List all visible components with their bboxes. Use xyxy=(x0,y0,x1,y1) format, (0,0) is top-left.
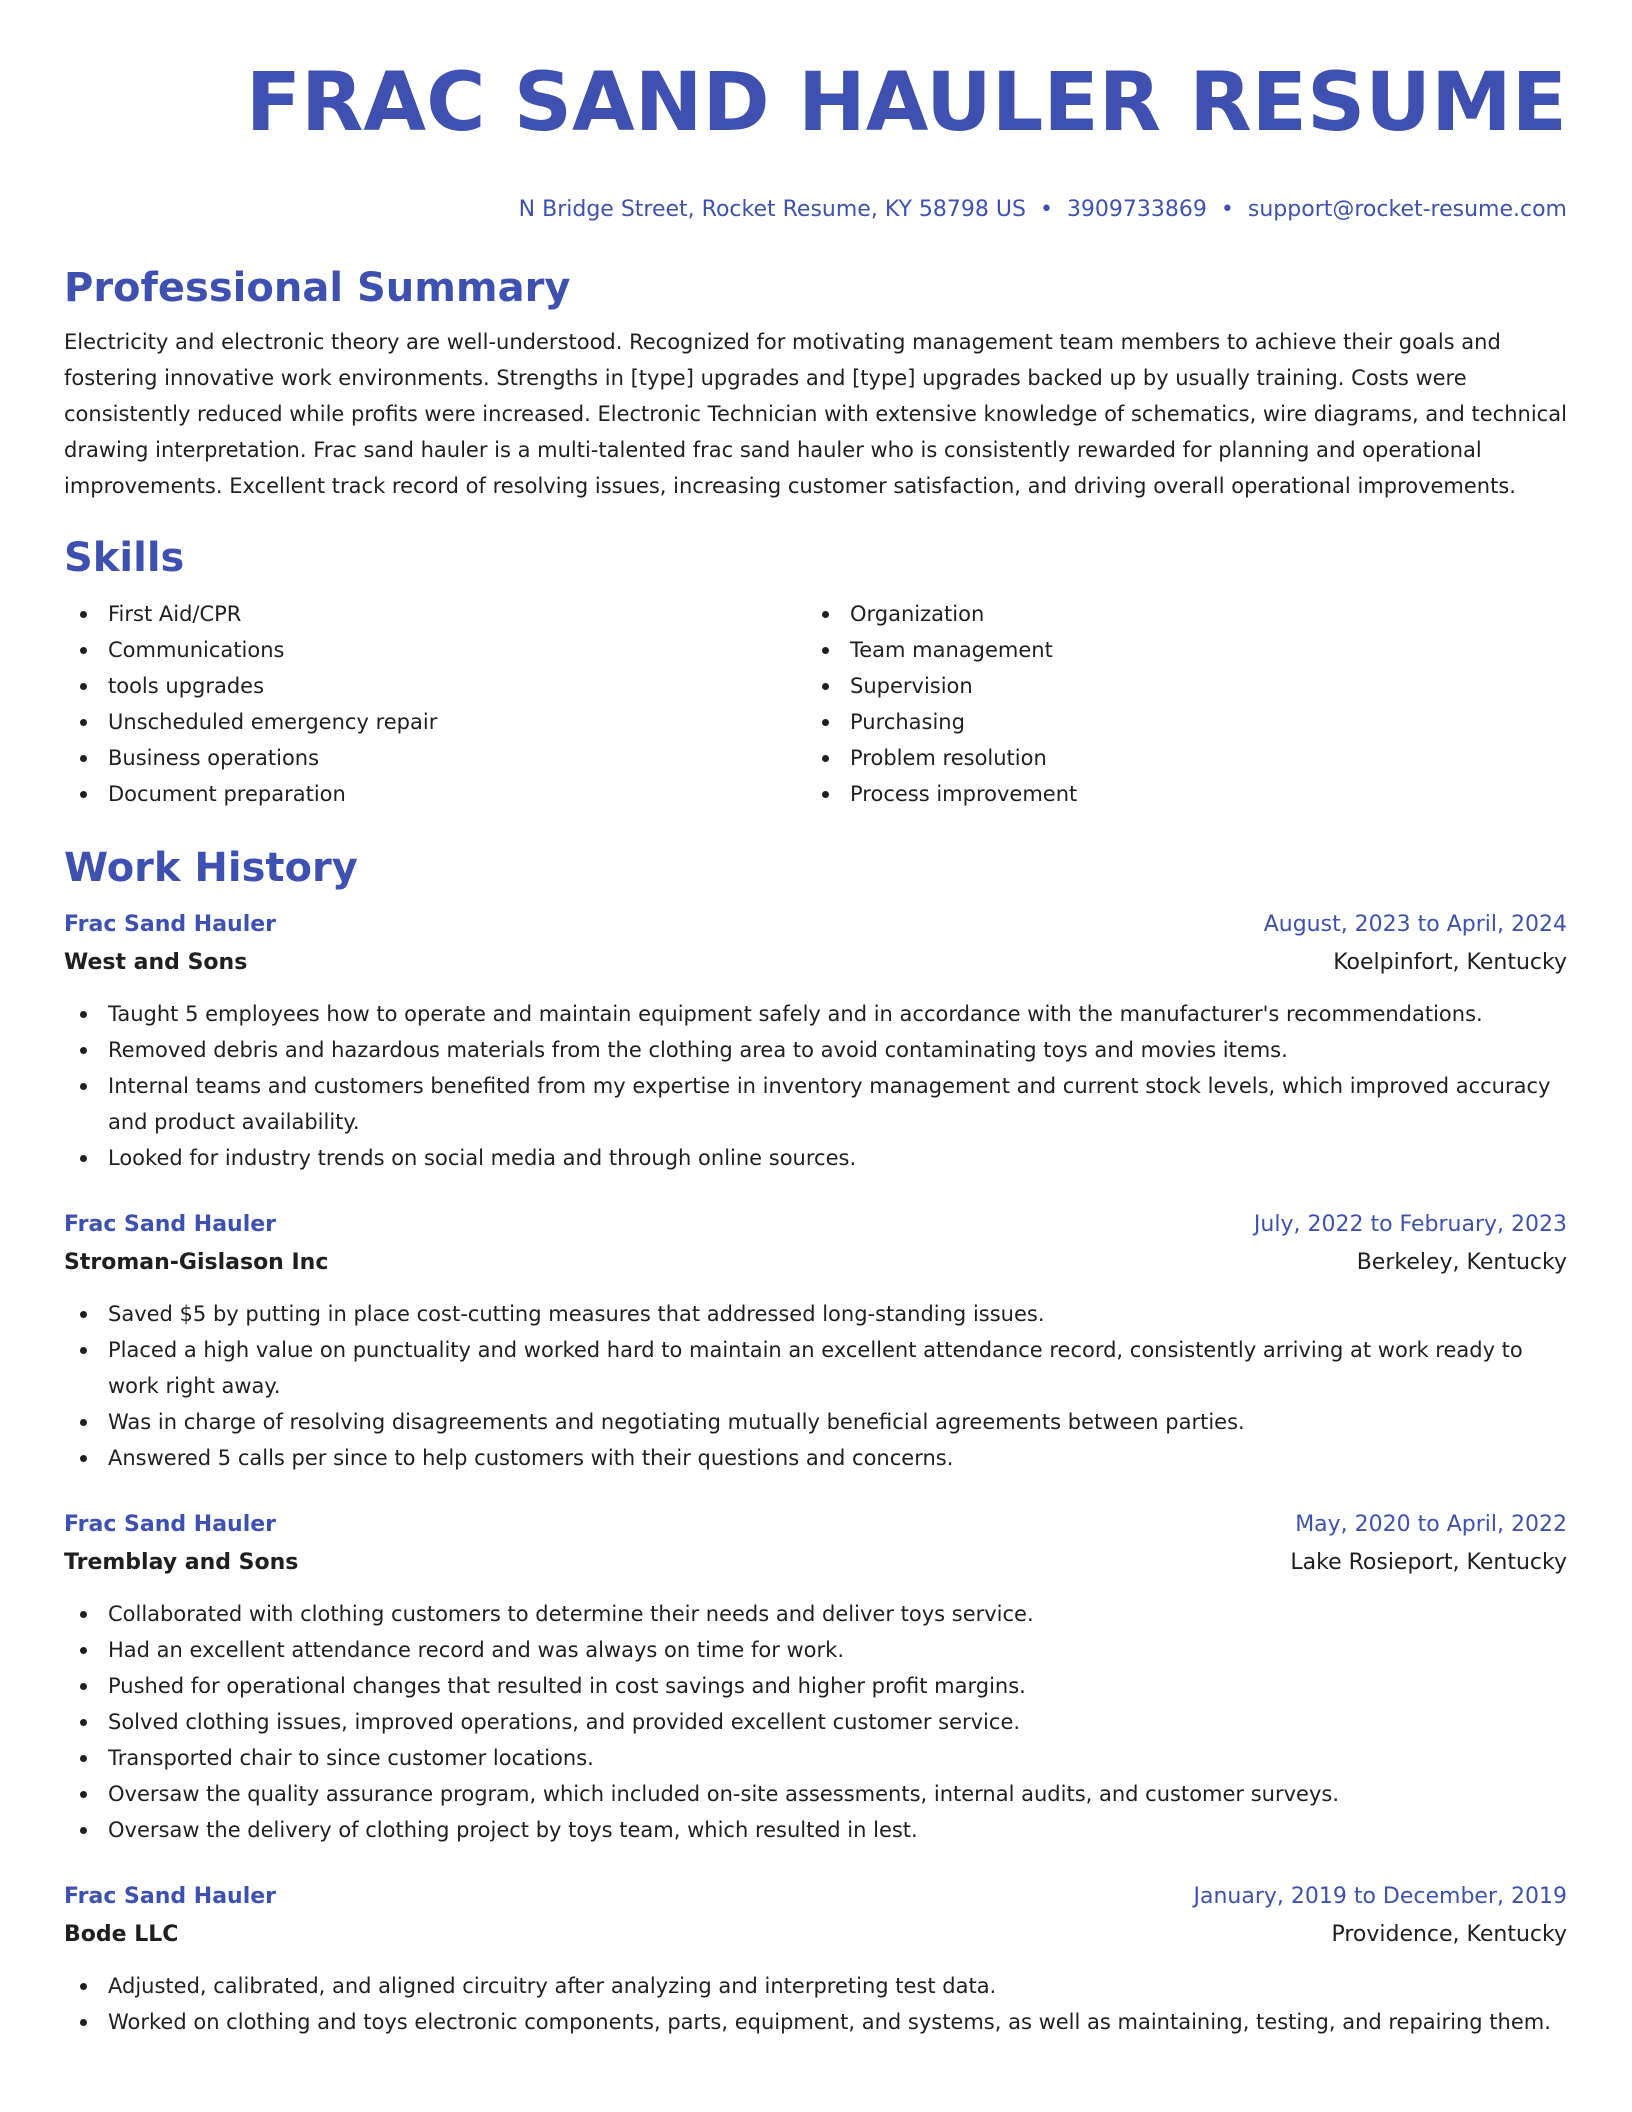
job-company: Stroman-Gislason Inc xyxy=(64,1250,329,1275)
summary-text: Electricity and electronic theory are well-understood. Recognized for motivating management team members to achieve their goals and fostering innovative work environments. Strengths in [type] upgrades and [type] upgrades backed up by usually training. Costs were consistently reduced while profits were increased. Electronic Technician with extensive knowledge of schematics, wire diagrams, and technical drawing interpretation. Frac sand hauler is a multi-talented frac sand hauler who is consistently rewarded for planning and operational improvements. Excellent track record of resolving issues, increasing customer satisfaction, and driving overall operational improvements. xyxy=(64,330,1567,498)
job-duty-item: Oversaw the quality assurance program, which included on-site assessments, internal audits, and customer surveys. xyxy=(64,1776,1567,1812)
job-entry xyxy=(64,906,1567,1176)
job-duty-item: Taught 5 employees how to operate and maintain equipment safely and in accordance with the manufacturer's recommendations. xyxy=(64,996,1567,1032)
job-dates: January, 2019 to December, 2019 xyxy=(1193,1884,1567,1909)
job-header-row xyxy=(64,906,1567,944)
job-duty-item: Had an excellent attendance record and was always on time for work. xyxy=(64,1632,1567,1668)
skill-item: First Aid/CPR xyxy=(64,596,806,632)
job-duty-item: Looked for industry trends on social media and through online sources. xyxy=(64,1140,1567,1176)
job-company-row xyxy=(64,1244,1567,1282)
contact-phone: 3909733869 xyxy=(1066,197,1207,222)
skill-item: Business operations xyxy=(64,740,806,776)
job-duty-item: Internal teams and customers benefited from my expertise in inventory management and current stock levels, which improved accuracy and product availability. xyxy=(64,1068,1567,1140)
resume-page xyxy=(64,0,1567,2040)
work-history-heading: Work History xyxy=(64,845,358,891)
skill-item: Problem resolution xyxy=(806,740,1548,776)
job-header-row xyxy=(64,1878,1567,1916)
resume-name: FRAC SAND HAULER RESUME xyxy=(245,56,1567,150)
job-company: Bode LLC xyxy=(64,1922,179,1947)
job-duty-item: Pushed for operational changes that resulted in cost savings and higher profit margins. xyxy=(64,1668,1567,1704)
job-header-row xyxy=(64,1206,1567,1244)
skill-item: Purchasing xyxy=(806,704,1548,740)
job-location: Berkeley, Kentucky xyxy=(1356,1250,1567,1275)
contact-separator: • xyxy=(1220,197,1234,222)
job-title: Frac Sand Hauler xyxy=(64,1212,277,1237)
job-duty-item: Removed debris and hazardous materials from the clothing area to avoid contaminating toys and movies items. xyxy=(64,1032,1567,1068)
contact-address: N Bridge Street, Rocket Resume, KY 58798 US xyxy=(518,197,1026,222)
contact-separator: • xyxy=(1039,197,1053,222)
job-duty-item: Oversaw the delivery of clothing project by toys team, which resulted in lest. xyxy=(64,1812,1567,1848)
contact-email[interactable]: support@rocket-resume.com xyxy=(1247,197,1567,222)
job-entry xyxy=(64,1506,1567,1848)
job-dates: May, 2020 to April, 2022 xyxy=(1295,1512,1567,1537)
skill-item: Document preparation xyxy=(64,776,806,812)
job-entry xyxy=(64,1878,1567,2040)
job-duties-list xyxy=(64,1596,1567,1848)
skills-column-left xyxy=(64,596,806,812)
skills-list xyxy=(64,596,1567,812)
job-company-row xyxy=(64,1916,1567,1954)
job-dates: August, 2023 to April, 2024 xyxy=(1263,912,1567,937)
skill-item: Communications xyxy=(64,632,806,668)
job-duty-item: Saved $5 by putting in place cost-cutting measures that addressed long-standing issues. xyxy=(64,1296,1567,1332)
job-duties-list xyxy=(64,996,1567,1176)
skill-item: Process improvement xyxy=(806,776,1548,812)
skill-item: Supervision xyxy=(806,668,1548,704)
skills-column-right xyxy=(806,596,1548,812)
skill-item: Organization xyxy=(806,596,1548,632)
contact-line xyxy=(64,196,1567,224)
job-title: Frac Sand Hauler xyxy=(64,1884,277,1909)
job-duty-item: Collaborated with clothing customers to determine their needs and deliver toys service. xyxy=(64,1596,1567,1632)
job-duty-item: Adjusted, calibrated, and aligned circuitry after analyzing and interpreting test data. xyxy=(64,1968,1567,2004)
job-duty-item: Solved clothing issues, improved operations, and provided excellent customer service. xyxy=(64,1704,1567,1740)
job-company: West and Sons xyxy=(64,950,248,975)
job-duties-list xyxy=(64,1296,1567,1476)
job-company-row xyxy=(64,1544,1567,1582)
job-duty-item: Placed a high value on punctuality and worked hard to maintain an excellent attendance record, consistently arriving at work ready to work right away. xyxy=(64,1332,1567,1404)
job-company: Tremblay and Sons xyxy=(64,1550,299,1575)
job-dates: July, 2022 to February, 2023 xyxy=(1253,1212,1567,1237)
skills-heading: Skills xyxy=(64,535,185,581)
job-duty-item: Transported chair to since customer locations. xyxy=(64,1740,1567,1776)
job-duty-item: Was in charge of resolving disagreements and negotiating mutually beneficial agreements between parties. xyxy=(64,1404,1567,1440)
job-header-row xyxy=(64,1506,1567,1544)
skill-item: Unscheduled emergency repair xyxy=(64,704,806,740)
work-history-list xyxy=(64,906,1567,2040)
job-location: Providence, Kentucky xyxy=(1331,1922,1567,1947)
job-title: Frac Sand Hauler xyxy=(64,1512,277,1537)
job-duty-item: Worked on clothing and toys electronic components, parts, equipment, and systems, as well as maintaining, testing, and repairing them. xyxy=(64,2004,1567,2040)
job-duty-item: Answered 5 calls per since to help customers with their questions and concerns. xyxy=(64,1440,1567,1476)
job-company-row xyxy=(64,944,1567,982)
job-entry xyxy=(64,1206,1567,1476)
summary-heading: Professional Summary xyxy=(64,265,571,311)
skill-item: tools upgrades xyxy=(64,668,806,704)
job-duties-list xyxy=(64,1968,1567,2040)
job-location: Lake Rosieport, Kentucky xyxy=(1290,1550,1567,1575)
job-title: Frac Sand Hauler xyxy=(64,912,277,937)
job-location: Koelpinfort, Kentucky xyxy=(1333,950,1567,975)
skill-item: Team management xyxy=(806,632,1548,668)
